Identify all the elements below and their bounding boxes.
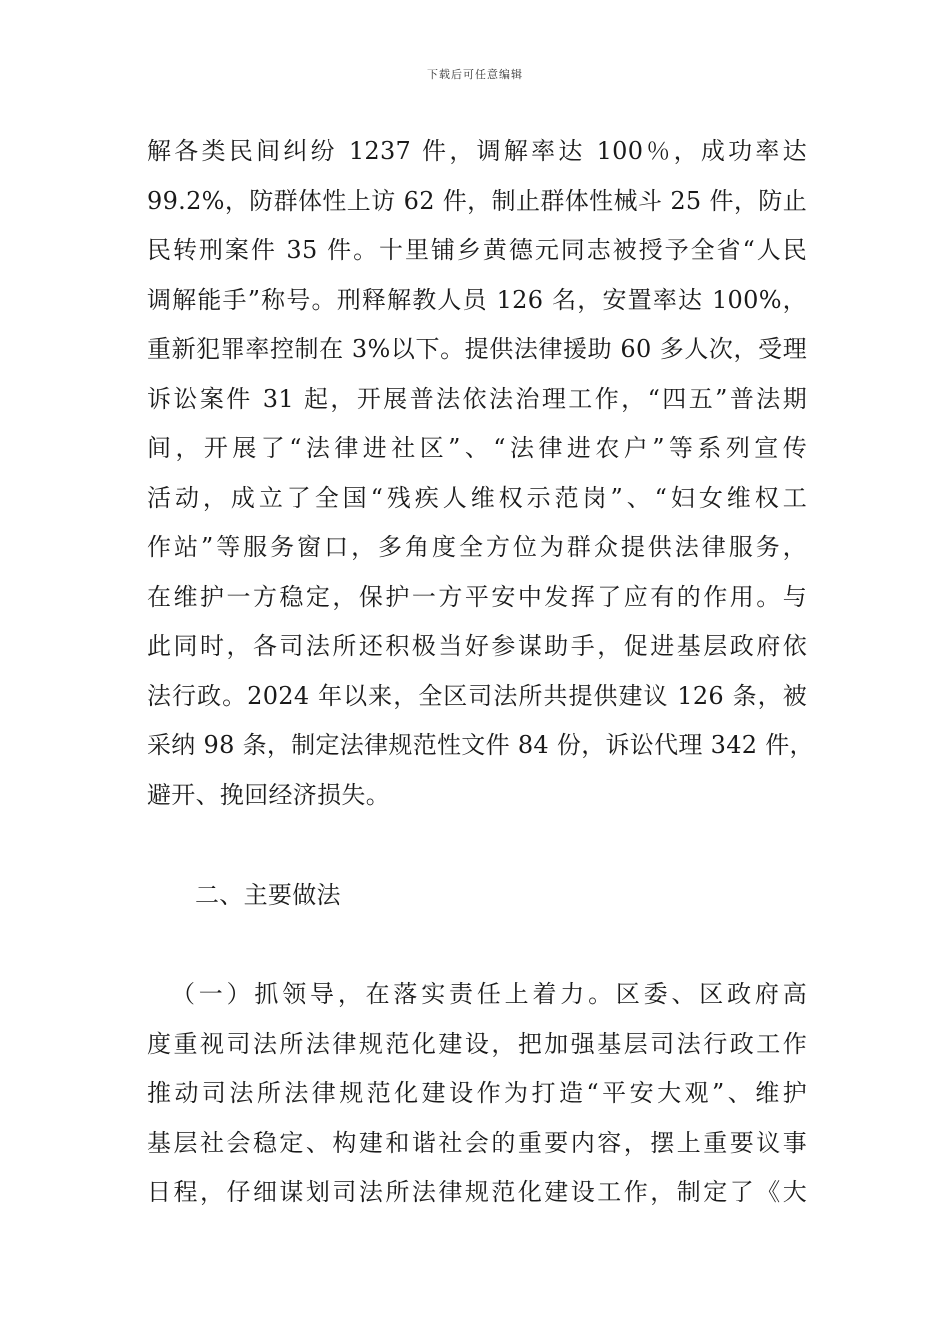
text-line: 解各类民间纠纷 1237 件，调解率达 100％，成功率达 — [147, 137, 807, 165]
text-line: 在维护一方稳定，保护一方平安中发挥了应有的作用。与 — [147, 582, 807, 611]
body-paragraph — [147, 127, 814, 820]
text-line: 重新犯罪率控制在 3%以下。提供法律援助 60 多人次，受理 — [147, 335, 807, 363]
text-line: 调解能手”称号。刑释解教人员 126 名，安置率达 100%， — [147, 285, 807, 314]
page-header: 下载后可任意编辑 — [427, 68, 523, 81]
text-line: 间，开展了“法律进社区”、“法律进农户”等系列宣传 — [147, 434, 807, 462]
text-line: 推动司法所法律规范化建设作为打造“平安大观”、维护 — [147, 1079, 807, 1107]
section-heading-text: 二、主要做法 — [195, 881, 341, 909]
text-line: 活动，成立了全国“残疾人维权示范岗”、“妇女维权工 — [147, 483, 807, 512]
text-line: 避开、挽回经济损失。 — [147, 780, 390, 809]
text-line: （一）抓领导，在落实责任上着力。区委、区政府高 — [171, 980, 807, 1008]
section-heading — [195, 871, 495, 921]
text-line: 作站”等服务窗口，多角度全方位为群众提供法律服务， — [147, 533, 807, 561]
text-line: 日程，仔细谋划司法所法律规范化建设工作，制定了《大 — [147, 1178, 807, 1206]
text-line: 法行政。2024 年以来，全区司法所共提供建议 126 条，被 — [147, 681, 807, 710]
text-line: 诉讼案件 31 起，开展普法依法治理工作，“四五”普法期 — [147, 384, 807, 413]
text-line: 度重视司法所法律规范化建设，把加强基层司法行政工作 — [147, 1029, 807, 1058]
text-line: 基层社会稳定、构建和谐社会的重要内容，摆上重要议事 — [147, 1128, 807, 1157]
text-line: 民转刑案件 35 件。十里铺乡黄德元同志被授予全省“人民 — [147, 236, 807, 264]
text-line: 此同时，各司法所还积极当好参谋助手，促进基层政府依 — [147, 632, 807, 660]
text-line: 采纳 98 条，制定法律规范性文件 84 份，诉讼代理 342 件， — [147, 731, 814, 759]
body-paragraph — [147, 970, 807, 1218]
text-line: 99.2%，防群体性上访 62 件，制止群体性械斗 25 件，防止 — [147, 186, 807, 215]
